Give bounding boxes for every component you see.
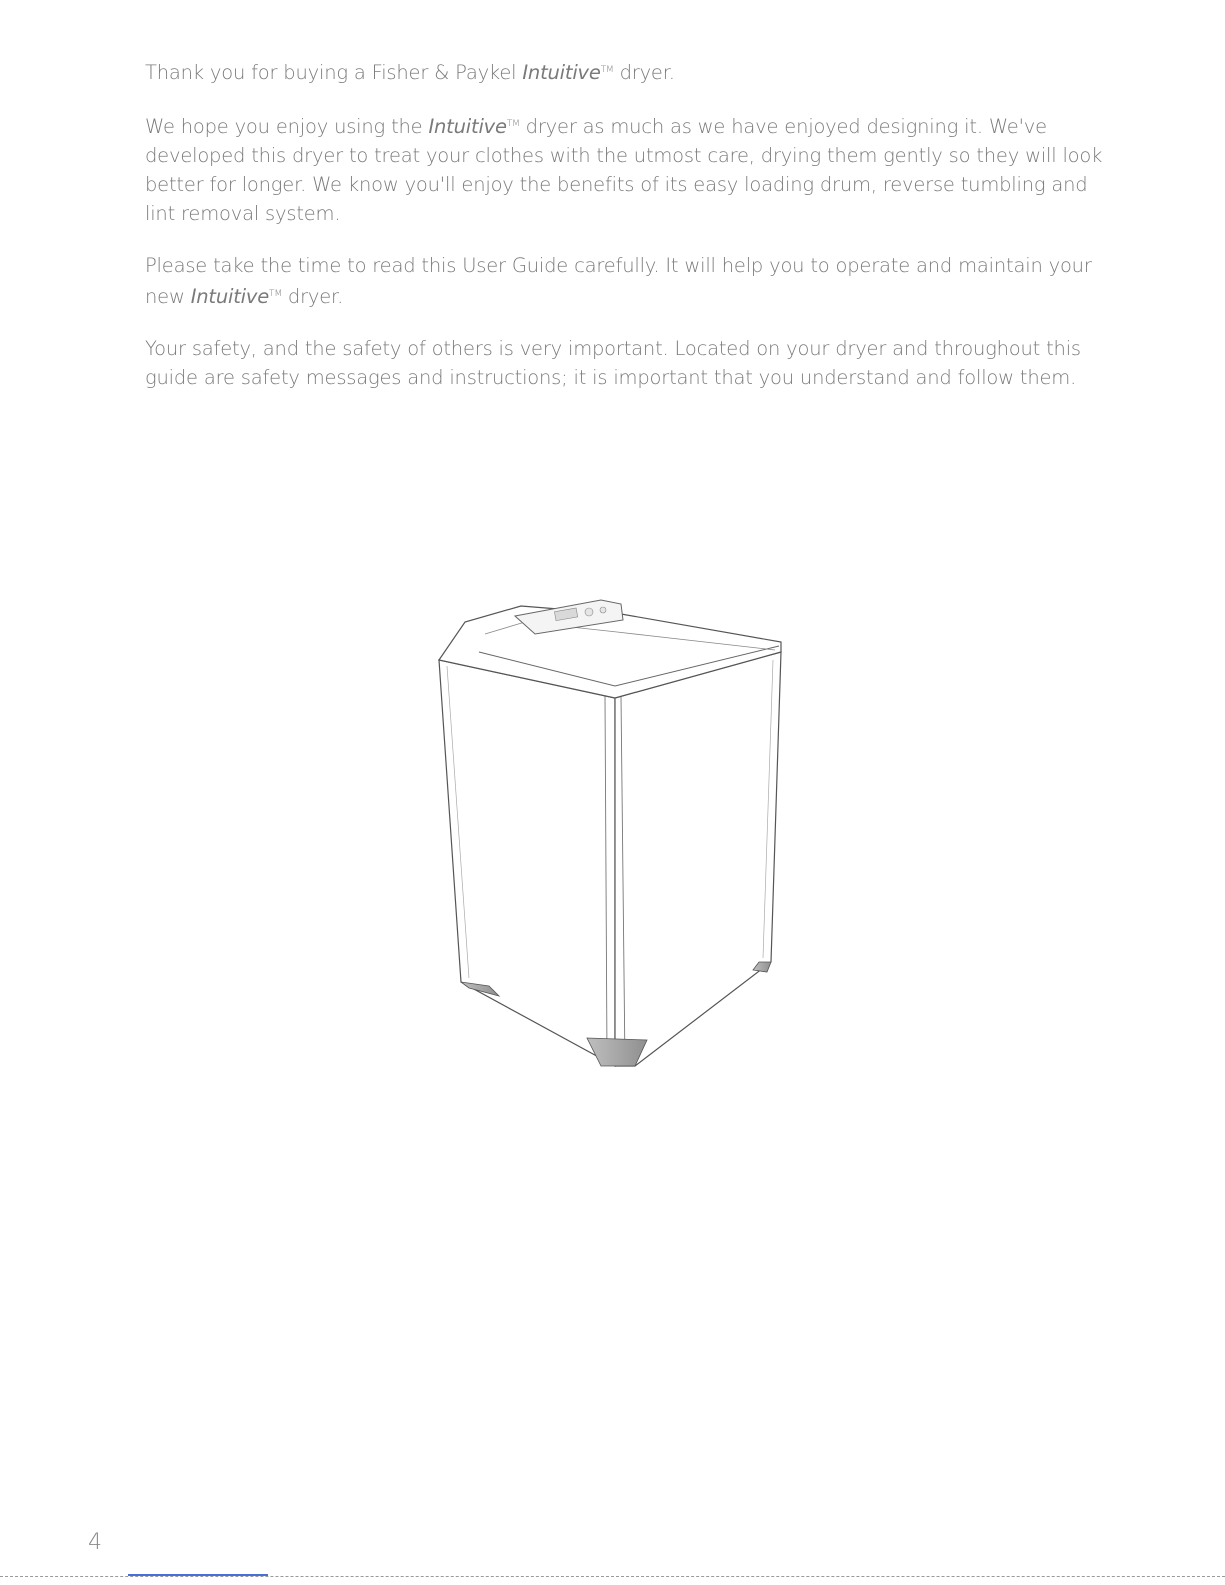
safety-paragraph: Your safety, and the safety of others is very important. Located on your dryer and throughout this guide are safety messages and instructions; it is important that you understand and follow them. [145,337,1081,389]
read-guide-paragraph: Please take the time to read this User Guide carefully. It will help you to operate and maintain your new Intuitive™ dryer. [145,254,1092,308]
trademark-mark: TM [269,289,282,299]
thank-you-paragraph: Thank you for buying a Fisher & Paykel Intuitive™ dryer. [145,61,675,84]
brand-name: Intuitive [428,115,507,138]
intro-text [145,56,1105,415]
brand-name: Intuitive [190,285,270,308]
trademark-mark: TM [506,119,520,129]
bottom-divider [0,1576,1225,1577]
trademark-mark: TM [600,65,614,75]
brand-name: Intuitive [522,61,601,84]
bottom-accent-line [128,1574,268,1576]
dryer-right-side [615,652,781,1066]
hope-paragraph: We hope you enjoy using the Intuitive™ dryer as much as we have enjoyed designing it. We've developed this dryer to treat your clothes with the utmost care, drying them gently so they will look better for longer. We know you'll enjoy the benefits of its easy loading drum, reverse tumbling and lint removal system. [145,115,1103,225]
dryer-illustration [425,590,805,1080]
page-number: 4 [88,1530,102,1555]
dryer-left-side [439,660,615,1066]
